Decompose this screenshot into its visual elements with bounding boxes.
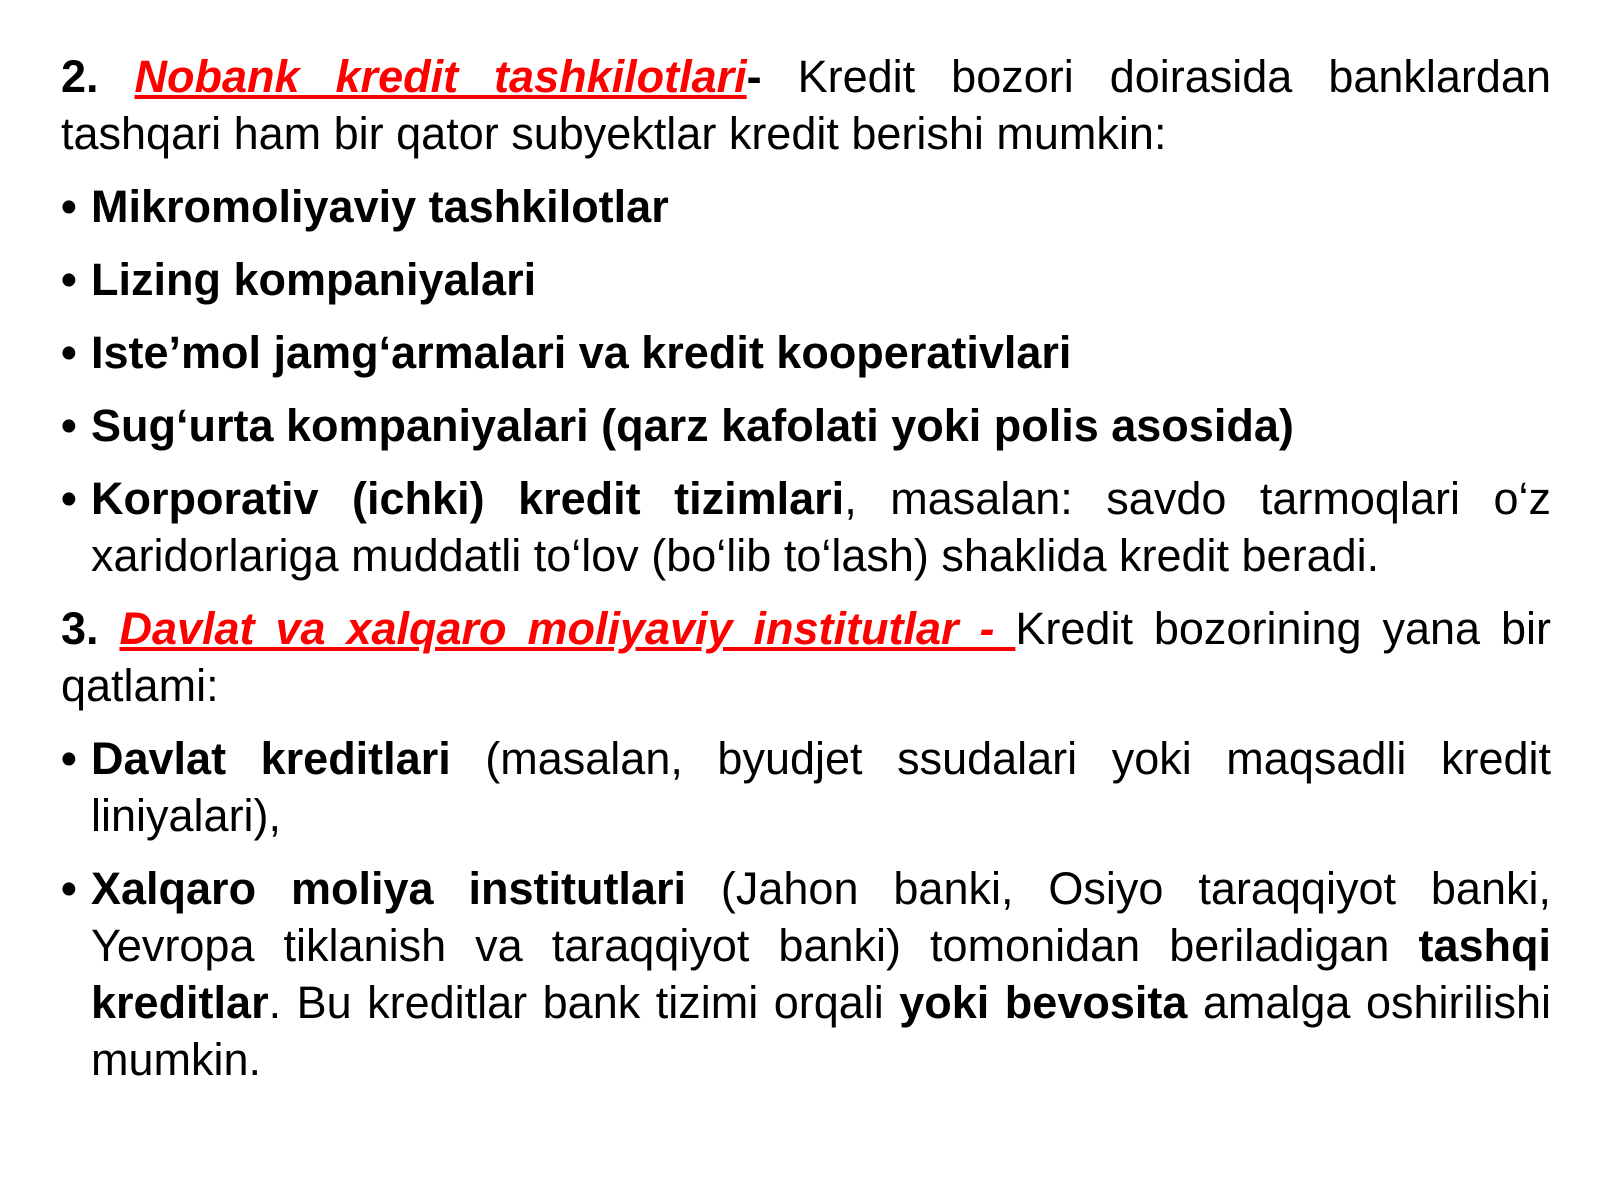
section-3-title: Davlat va xalqaro moliyaviy institutlar -: [119, 603, 995, 654]
bullet-icon: •: [61, 254, 77, 305]
section-2-text: Kredit bozori doirasida banklardan tashqari ham bir qator subyektlar kredit berishi mumkin:: [61, 51, 1551, 159]
list-item-bold: Mikromoliyaviy tashkilotlar: [91, 181, 669, 232]
list-item: [61, 730, 1551, 844]
section-2-dash: -: [746, 51, 762, 102]
list-item-text: (Jahon banki, Osiyo taraqqiyot banki, Yevropa tiklanish va taraqqiyot banki) tomonidan beriladigan: [91, 863, 1551, 971]
list-item: [61, 178, 1551, 235]
list-item: [61, 251, 1551, 308]
list-item-bold-3: yoki bevosita: [899, 977, 1188, 1028]
section-2-title: Nobank kredit tashkilotlari: [134, 51, 747, 102]
list-item-bold: Lizing kompaniyalari: [91, 254, 537, 305]
slide-content: [61, 48, 1551, 1104]
list-item-text: , masalan: savdo tarmoqlari o‘z xaridorlariga muddatli to‘lov (bo‘lib to‘lash) shaklida kredit beradi.: [91, 473, 1552, 581]
list-item: [61, 470, 1551, 584]
section-3-underlined-space: [994, 603, 1015, 654]
section-3-paragraph: [61, 600, 1551, 714]
list-item-bold: Sug‘urta kompaniyalari (qarz kafolati yoki polis asosida): [91, 400, 1294, 451]
list-item-text: (masalan, byudjet ssudalari yoki maqsadli kredit liniyalari),: [91, 733, 1551, 841]
list-item: [61, 324, 1551, 381]
section-3-number: 3.: [61, 603, 99, 654]
list-item: [61, 860, 1551, 1088]
list-item-bold: Korporativ (ichki) kredit tizimlari: [91, 473, 845, 524]
list-item: [61, 397, 1551, 454]
bullet-icon: •: [61, 863, 77, 914]
list-item-text-3: amalga oshirilishi mumkin.: [91, 977, 1551, 1085]
list-item-bold-2: tashqi kreditlar: [91, 920, 1551, 1028]
section-2-paragraph: [61, 48, 1551, 162]
list-item-bold: Xalqaro moliya institutlari: [91, 863, 686, 914]
list-item-bold: Davlat kreditlari: [91, 733, 451, 784]
bullet-icon: •: [61, 733, 77, 784]
bullet-icon: •: [61, 400, 77, 451]
section-3-text: Kredit bozorining yana bir qatlami:: [61, 603, 1551, 711]
bullet-icon: •: [61, 473, 77, 524]
bullet-icon: •: [61, 181, 77, 232]
section-2-number: 2.: [61, 51, 99, 102]
list-item-bold: Iste’mol jamg‘armalari va kredit kooperativlari: [91, 327, 1072, 378]
list-item-text-2: . Bu kreditlar bank tizimi orqali: [268, 977, 900, 1028]
bullet-icon: •: [61, 327, 77, 378]
